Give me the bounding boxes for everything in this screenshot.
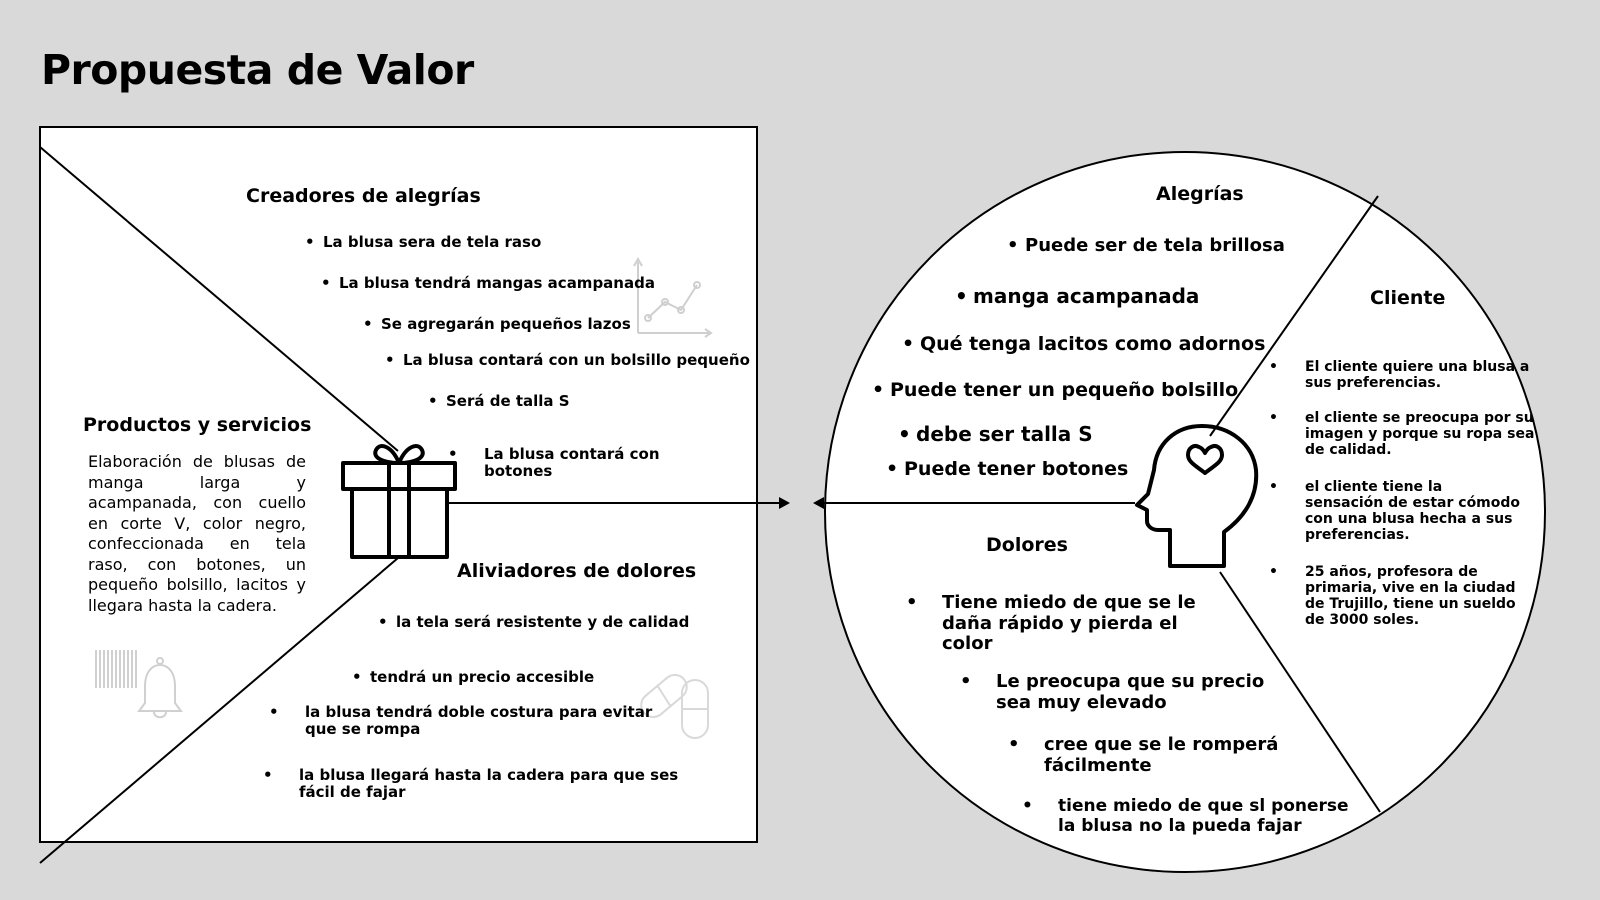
arrow-head-right	[779, 497, 790, 509]
gain-creator-item: • Se agregarán pequeños lazos	[363, 316, 631, 333]
gain-item: • Qué tenga lacitos como adornos	[902, 334, 1265, 356]
gain-item: • manga acampanada	[955, 285, 1199, 308]
pain-item: • cree que se le romperá fácilmente	[1026, 735, 1304, 776]
gain-creator-item: • Será de talla S	[428, 393, 570, 410]
products-description: Elaboración de blusas de manga larga y acampanada, con cuello en corte V, color negro, confeccionada en tela raso, con botones, un pequeño bolsillo, lacitos y llegara hasta la cadera.	[88, 452, 306, 615]
gain-creator-item: • La blusa contará con botones	[466, 446, 694, 481]
pain-item: • Le preocupa que su precio sea muy elevado	[978, 672, 1286, 713]
gain-item: • Puede tener un pequeño bolsillo	[872, 380, 1238, 402]
pain-reliever-item: • la blusa tendrá doble costura para evitar que se rompa	[287, 704, 665, 739]
pain-reliever-item: • la blusa llegará hasta la cadera para que ses fácil de fajar	[281, 767, 689, 802]
gain-creator-item: • La blusa contará con un bolsillo pequeño	[385, 352, 750, 369]
customer-item: • el cliente tiene la sensación de estar cómodo con una blusa hecha a sus preferencias.	[1287, 479, 1525, 543]
pain-reliever-item: • tendrá un precio accesible	[352, 669, 594, 686]
gain-item: • Puede tener botones	[886, 459, 1128, 481]
customer-item: • 25 años, profesora de primaria, vive en la ciudad de Trujillo, tiene un sueldo de 3000 soles.	[1287, 564, 1535, 628]
arrow-head-left	[813, 497, 824, 509]
page-title: Propuesta de Valor	[41, 46, 474, 94]
customer-item: • el cliente se preocupa por su imagen y porque su ropa sea de calidad.	[1287, 410, 1545, 458]
gain-item: • Puede ser de tela brillosa	[1007, 236, 1285, 257]
gain-creator-item: • La blusa tendrá mangas acampanada	[321, 275, 655, 292]
pain-relievers-heading: Aliviadores de dolores	[457, 560, 697, 582]
customer-heading: Cliente	[1370, 287, 1446, 309]
products-heading: Productos y servicios	[83, 414, 312, 436]
gains-heading: Alegrías	[1156, 183, 1244, 205]
pains-heading: Dolores	[986, 534, 1068, 556]
pain-item: • Tiene miedo de que se le daña rápido y pierda el color	[924, 593, 1212, 655]
gain-creator-item: • La blusa sera de tela raso	[305, 234, 541, 251]
gain-creators-heading: Creadores de alegrías	[246, 185, 481, 207]
customer-item: • El cliente quiere una blusa a sus preferencias.	[1287, 359, 1535, 391]
gain-item: • debe ser talla S	[898, 423, 1093, 446]
pain-item: • tiene miedo de que sl ponerse la blusa no la pueda fajar	[1040, 797, 1358, 836]
pain-reliever-item: • la tela será resistente y de calidad	[378, 614, 689, 631]
